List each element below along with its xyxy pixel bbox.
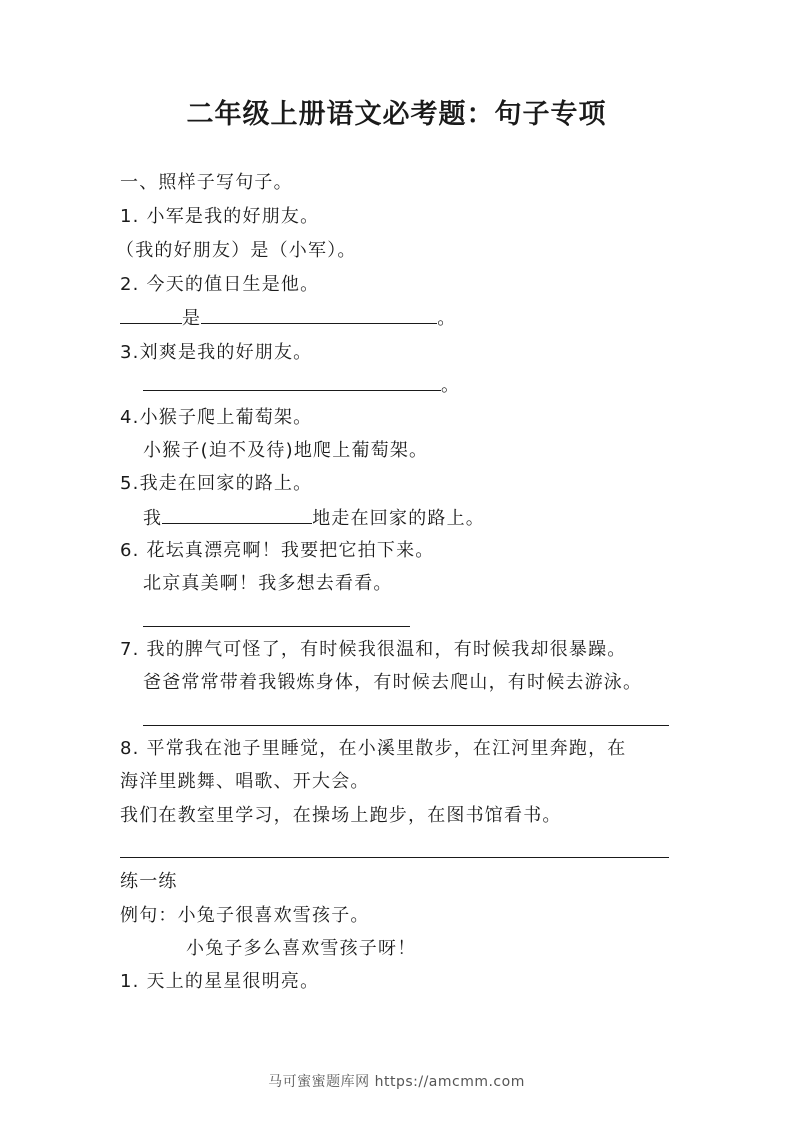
- question-8-line-1: 8. 平常我在池子里睡觉，在小溪里散步，在江河里奔跑，在: [120, 738, 627, 759]
- answer-rule[interactable]: [143, 626, 410, 627]
- answer-blank[interactable]: [143, 372, 441, 391]
- section-heading: 一、照样子写句子。: [120, 172, 293, 193]
- page-title: 二年级上册语文必考题：句子专项: [186, 99, 607, 130]
- question-4: 4.小猴子爬上葡萄架。: [120, 407, 313, 428]
- answer-rule[interactable]: [143, 725, 669, 726]
- question-2: 2. 今天的值日生是他。: [120, 274, 320, 295]
- question-4-example: 小猴子(迫不及待)地爬上葡萄架。: [143, 440, 429, 461]
- question-8-example: 我们在教室里学习，在操场上跑步，在图书馆看书。: [120, 805, 562, 826]
- practice-example: 例句：小兔子很喜欢雪孩子。: [120, 905, 370, 926]
- answer-blank[interactable]: [162, 505, 312, 524]
- answer-end-mark: 。: [437, 308, 457, 329]
- question-5-answer-line: [143, 505, 485, 532]
- question-2-answer-line: [120, 305, 456, 332]
- question-7-example: 爸爸常常带着我锻炼身体，有时候去爬山，有时候去游泳。: [143, 672, 643, 693]
- practice-heading: 练一练: [120, 871, 178, 892]
- answer-connector: 是: [182, 308, 202, 329]
- question-5: 5.我走在回家的路上。: [120, 473, 313, 494]
- answer-rule[interactable]: [120, 857, 669, 858]
- answer-end-mark: 。: [441, 375, 461, 396]
- question-3-answer-line: [143, 372, 460, 399]
- question-3: 3.刘爽是我的好朋友。: [120, 342, 313, 363]
- question-6: 6. 花坛真漂亮啊！我要把它拍下来。: [120, 540, 435, 561]
- question-1: 1. 小军是我的好朋友。: [120, 206, 320, 227]
- question-1-example: （我的好朋友）是（小军）。: [116, 240, 357, 261]
- footer-watermark: 马可蜜蜜题库网 https://amcmm.com: [268, 1074, 525, 1090]
- answer-start: 我: [143, 508, 163, 529]
- question-7: 7. 我的脾气可怪了，有时候我很温和，有时候我却很暴躁。: [120, 639, 627, 660]
- question-8-line-2: 海洋里跳舞、唱歌、开大会。: [120, 771, 370, 792]
- answer-end: 地走在回家的路上。: [312, 508, 486, 529]
- question-6-example: 北京真美啊！我多想去看看。: [143, 573, 393, 594]
- answer-blank[interactable]: [201, 305, 437, 324]
- answer-blank[interactable]: [120, 305, 182, 324]
- practice-example-line-2: 小兔子多么喜欢雪孩子呀！: [186, 938, 417, 959]
- practice-question-1: 1. 天上的星星很明亮。: [120, 971, 320, 992]
